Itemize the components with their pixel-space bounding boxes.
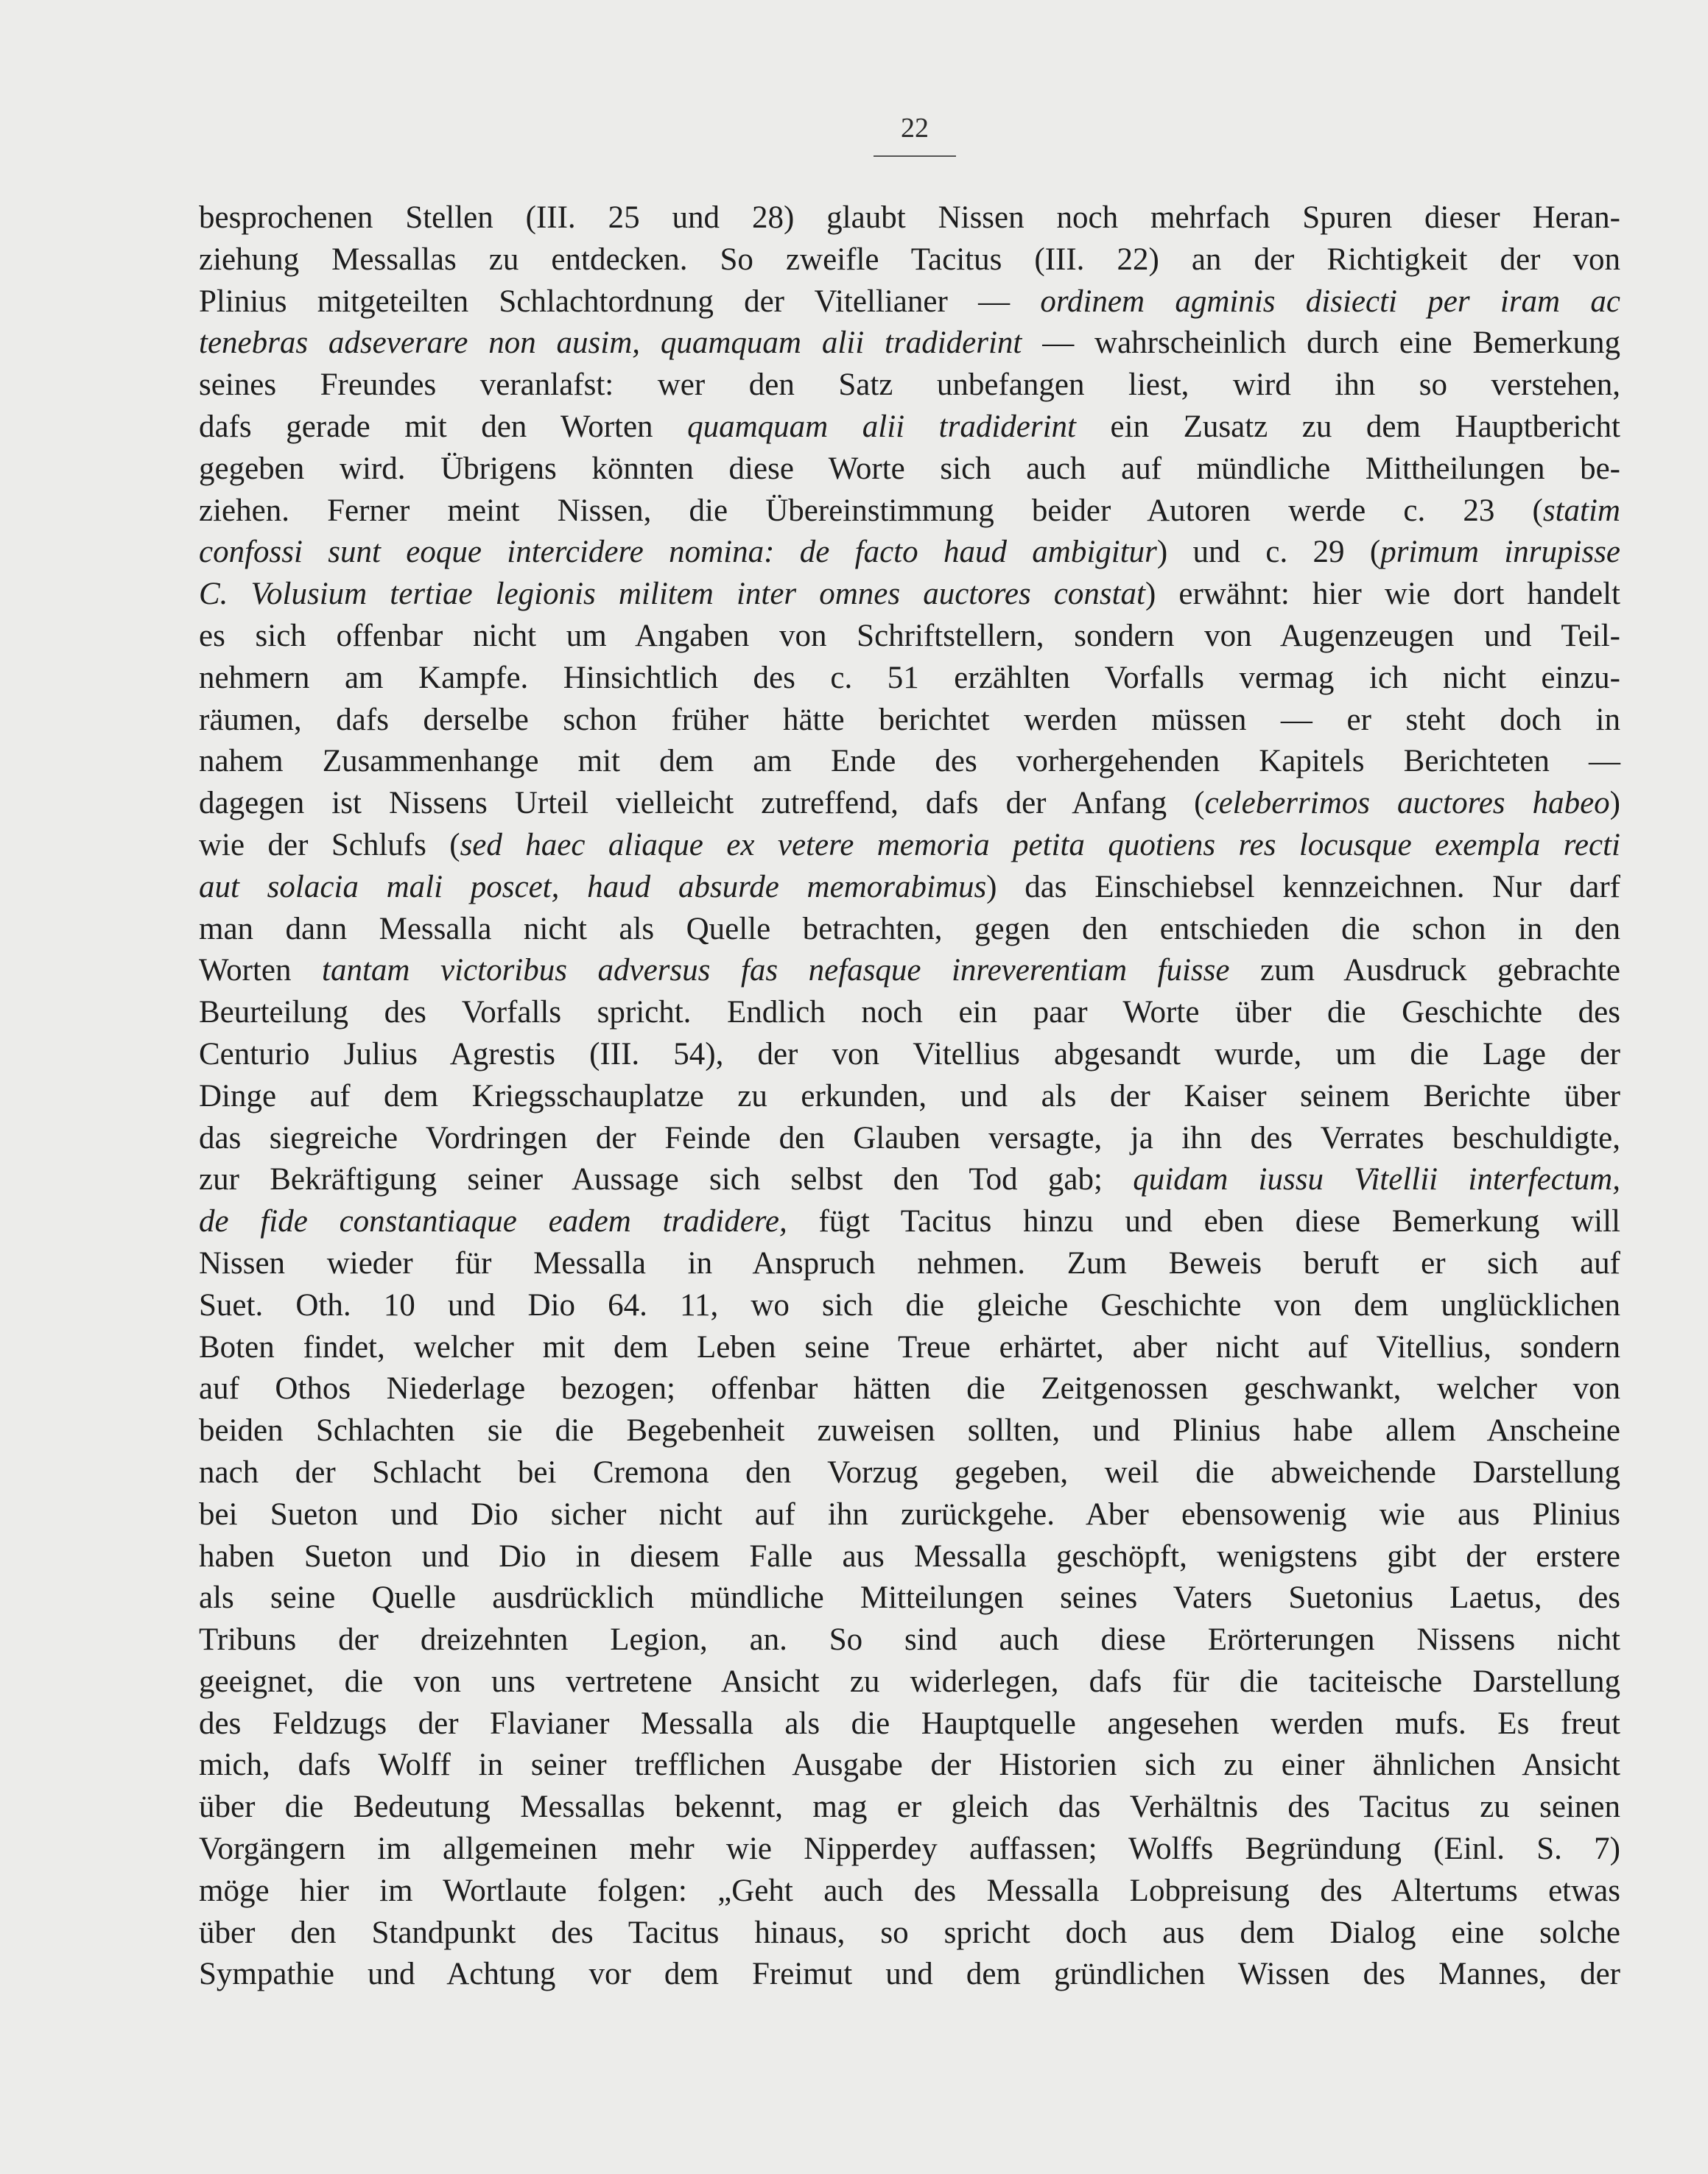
text-segment: wie der Schlufs ( xyxy=(199,827,460,862)
text-line xyxy=(199,1787,1620,1829)
italic-quote: celeberrimos auctores habeo xyxy=(1204,786,1610,821)
italic-quote: ordinem agminis disiecti per iram ac xyxy=(1040,284,1620,319)
text-line xyxy=(199,1118,1620,1160)
text-segment: Suet. Oth. 10 und Dio 64. 11, wo sich die gleiche Geschichte von dem unglücklichen xyxy=(199,1287,1620,1323)
italic-quote: tenebras adseverare non ausim, quamquam alii tradiderint xyxy=(199,326,1022,361)
text-segment: Sympathie und Achtung vor dem Freimut und dem gründlichen Wissen des Mannes, der xyxy=(199,1957,1620,1992)
italic-quote: statim xyxy=(1542,493,1620,528)
text-segment: haben Sueton und Dio in diesem Falle aus Messalla geschöpft, wenigstens gibt der erstere xyxy=(199,1538,1620,1574)
text-line xyxy=(199,658,1620,700)
italic-quote: tantam victoribus adversus fas nefasque inreverentiam fuisse xyxy=(322,953,1230,988)
text-segment: Dinge auf dem Kriegsschauplatze zu erkunden, und als der Kaiser seinem Berichte über xyxy=(199,1078,1620,1114)
text-segment: räumen, dafs derselbe schon früher hätte berichtet werden müssen — er steht doch in xyxy=(199,702,1620,737)
text-line xyxy=(199,490,1620,532)
page-number-rule xyxy=(874,155,956,157)
text-segment: ziehen. Ferner meint Nissen, die Übereinstimmung beider Autoren werde c. 23 ( xyxy=(199,493,1543,528)
text-line xyxy=(199,448,1620,490)
text-segment: Worten xyxy=(199,953,323,988)
text-line xyxy=(199,1159,1620,1201)
text-segment: des Feldzugs der Flavianer Messalla als die Hauptquelle angesehen werden mufs. Es freut xyxy=(199,1706,1620,1741)
text-line xyxy=(199,992,1620,1034)
text-segment: beiden Schlachten sie die Begebenheit zuweisen sollten, und Plinius habe allem Anscheine xyxy=(199,1413,1620,1449)
page-number: 22 xyxy=(901,113,929,144)
text-line xyxy=(199,1913,1620,1955)
text-segment: nach der Schlacht bei Cremona den Vorzug gegeben, weil die abweichende Darstellung xyxy=(199,1454,1620,1490)
text-line xyxy=(199,1368,1620,1410)
text-line xyxy=(199,532,1620,574)
text-line xyxy=(199,700,1620,742)
text-segment: auf Othos Niederlage bezogen; offenbar hätten die Zeitgenossen geschwankt, welcher von xyxy=(199,1371,1620,1407)
text-segment: Boten findet, welcher mit dem Leben seine Treue erhärtet, aber nicht auf Vitellius, sondern xyxy=(199,1329,1620,1365)
text-line xyxy=(199,950,1620,992)
text-segment: man dann Messalla nicht als Quelle betrachten, gegen den entschieden die schon in den xyxy=(199,911,1620,946)
text-segment: ein Zusatz zu dem Hauptbericht xyxy=(1076,409,1620,444)
italic-quote: aut solacia mali poscet, haud absurde memorabimus xyxy=(199,869,987,904)
text-line xyxy=(199,1871,1620,1913)
text-segment: ) das Einschiebsel kennzeichnen. Nur darf xyxy=(986,869,1620,904)
text-line xyxy=(199,197,1620,239)
text-line xyxy=(199,783,1620,825)
text-line xyxy=(199,825,1620,867)
text-segment: es sich offenbar nicht um Angaben von Schriftstellern, sondern von Augenzeugen und Teil- xyxy=(199,618,1620,653)
text-segment: ) und c. 29 ( xyxy=(1156,535,1381,570)
text-line xyxy=(199,1034,1620,1076)
text-segment: ) xyxy=(1609,786,1620,821)
italic-quote: quidam iussu Vitellii interfectum, xyxy=(1133,1162,1620,1197)
text-line xyxy=(199,1243,1620,1285)
text-line xyxy=(199,1410,1620,1452)
italic-quote: quamquam alii tradiderint xyxy=(687,409,1076,444)
text-segment: mich, dafs Wolff in seiner trefflichen Ausgabe der Historien sich zu einer ähnlichen Ansicht xyxy=(199,1748,1620,1783)
text-segment: Tribuns der dreizehnten Legion, an. So sind auch diese Erörterungen Nissens nicht xyxy=(199,1622,1620,1658)
text-segment: zur Bekräftigung seiner Aussage sich selbst den Tod gab; xyxy=(199,1162,1134,1197)
text-line xyxy=(199,239,1620,281)
text-segment: Vorgängern im allgemeinen mehr wie Nipperdey auffassen; Wolffs Begründung (Einl. S. 7) xyxy=(199,1832,1620,1867)
text-line xyxy=(199,616,1620,658)
text-line xyxy=(199,909,1620,951)
text-segment: nahem Zusammenhange mit dem am Ende des vorhergehenden Kapitels Berichteten — xyxy=(199,744,1620,779)
text-segment: das siegreiche Vordringen der Feinde den Glauben versagte, ja ihn des Verrates beschuldigte, xyxy=(199,1120,1620,1155)
text-line xyxy=(199,323,1620,365)
text-segment: ziehung Messallas zu entdecken. So zweifle Tacitus (III. 22) an der Richtigkeit der von xyxy=(199,242,1620,277)
text-line xyxy=(199,365,1620,407)
text-line xyxy=(199,1327,1620,1369)
text-line xyxy=(199,1619,1620,1661)
text-segment: dagegen ist Nissens Urteil vielleicht zutreffend, dafs der Anfang ( xyxy=(199,786,1205,821)
text-segment: seines Freundes veranlafst: wer den Satz unbefangen liest, wird ihn so verstehen, xyxy=(199,367,1620,403)
text-segment: dafs gerade mit den Worten xyxy=(199,409,688,444)
italic-quote: primum inrupisse xyxy=(1380,535,1620,570)
text-segment: über den Standpunkt des Tacitus hinaus, so spricht doch aus dem Dialog eine solche xyxy=(199,1915,1620,1950)
text-line xyxy=(199,1494,1620,1536)
text-segment: ) erwähnt: hier wie dort handelt xyxy=(1145,577,1620,612)
text-segment: Plinius mitgeteilten Schlachtordnung der Vitellianer — xyxy=(199,284,1041,319)
text-segment: nehmern am Kampfe. Hinsichtlich des c. 51 erzählten Vorfalls vermag ich nicht einzu- xyxy=(199,660,1620,695)
text-segment: — wahrscheinlich durch eine Bemerkung xyxy=(1022,326,1620,361)
text-line xyxy=(199,1452,1620,1494)
italic-quote: de fide constantiaque eadem tradidere, xyxy=(199,1204,787,1239)
text-line xyxy=(199,1745,1620,1787)
text-line xyxy=(199,741,1620,783)
text-segment: gegeben wird. Übrigens könnten diese Worte sich auch auf mündliche Mittheilungen be- xyxy=(199,451,1620,486)
text-line xyxy=(199,1703,1620,1745)
text-line xyxy=(199,407,1620,448)
text-line xyxy=(199,574,1620,616)
text-line xyxy=(199,281,1620,323)
text-segment: zum Ausdruck gebrachte xyxy=(1229,953,1620,988)
text-segment: Beurteilung des Vorfalls spricht. Endlich noch ein paar Worte über die Geschichte des xyxy=(199,995,1620,1030)
text-line xyxy=(199,1954,1620,1996)
text-line xyxy=(199,1577,1620,1619)
text-line xyxy=(199,1536,1620,1578)
italic-quote: sed haec aliaque ex vetere memoria petita quotiens res locusque exempla recti xyxy=(460,827,1620,862)
text-segment: besprochenen Stellen (III. 25 und 28) glaubt Nissen noch mehrfach Spuren dieser Heran- xyxy=(199,200,1620,235)
text-line xyxy=(199,867,1620,909)
text-segment: bei Sueton und Dio sicher nicht auf ihn zurückgehe. Aber ebensowenig wie aus Plinius xyxy=(199,1496,1620,1532)
italic-quote: confossi sunt eoque intercidere nomina: de facto haud ambigitur xyxy=(199,535,1157,570)
text-line xyxy=(199,1829,1620,1871)
body-text xyxy=(199,197,1620,1996)
text-line xyxy=(199,1285,1620,1327)
text-segment: Nissen wieder für Messalla in Anspruch nehmen. Zum Beweis beruft er sich auf xyxy=(199,1245,1620,1281)
text-segment: als seine Quelle ausdrücklich mündliche Mitteilungen seines Vaters Suetonius Laetus, des xyxy=(199,1580,1620,1616)
italic-quote: C. Volusium tertiae legionis militem inter omnes auctores constat xyxy=(199,577,1146,612)
text-line xyxy=(199,1201,1620,1243)
text-line xyxy=(199,1661,1620,1703)
text-line xyxy=(199,1076,1620,1118)
text-segment: fügt Tacitus hinzu und eben diese Bemerkung will xyxy=(787,1204,1620,1239)
text-segment: möge hier im Wortlaute folgen: „Geht auch des Messalla Lobpreisung des Altertums etwas xyxy=(199,1873,1620,1908)
text-segment: geeignet, die von uns vertretene Ansicht zu widerlegen, dafs für die taciteische Darstellung xyxy=(199,1664,1620,1699)
text-segment: über die Bedeutung Messallas bekennt, mag er gleich das Verhältnis des Tacitus zu seinen xyxy=(199,1790,1620,1825)
text-segment: Centurio Julius Agrestis (III. 54), der von Vitellius abgesandt wurde, um die Lage der xyxy=(199,1036,1620,1072)
